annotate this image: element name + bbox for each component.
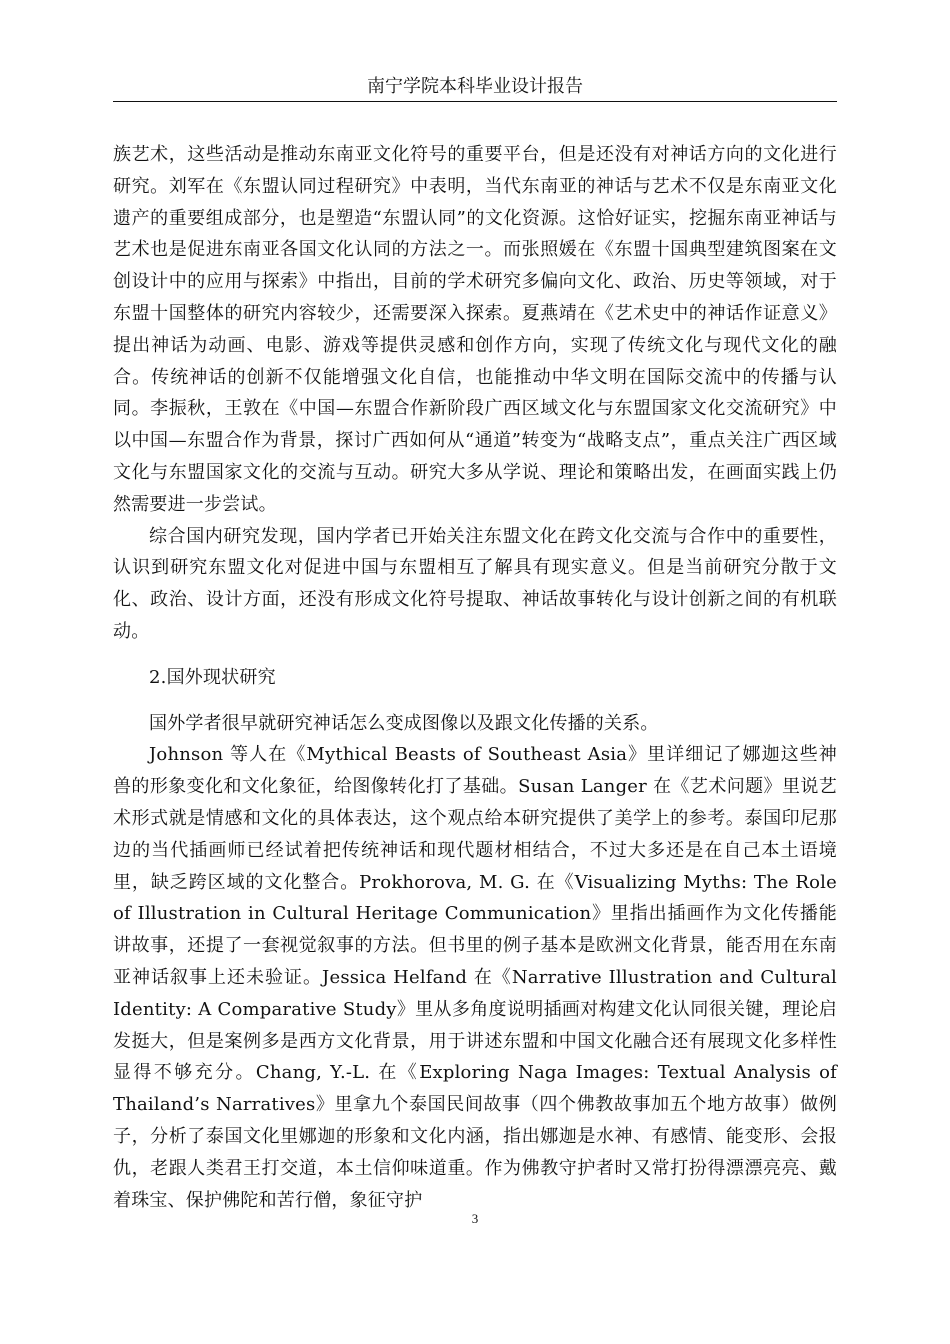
page-number: 3 <box>471 1211 479 1226</box>
section-heading: 2.国外现状研究 <box>149 666 276 688</box>
header-divider <box>113 101 837 102</box>
paragraph: 综合国内研究发现，国内学者已开始关注东盟文化在跨文化交流与合作中的重要性，认识到研究东盟文化对促进中国与东盟相互了解具有现实意义。但是当前研究分散于文化、政治、设计方面，还没有形成文化符号提取、神话故事转化与设计创新之间的有机联动。 <box>113 525 837 642</box>
paragraph: 国外学者很早就研究神话怎么变成图像以及跟文化传播的关系。 <box>149 712 659 734</box>
body-text <box>113 139 837 1216</box>
paragraph: 族艺术，这些活动是推动东南亚文化符号的重要平台，但是还没有对神话方向的文化进行研究。刘军在《东盟认同过程研究》中表明，当代东南亚的神话与艺术不仅是东南亚文化遗产的重要组成部分，也是塑造“东盟认同”的文化资源。这恰好证实，挖掘东南亚神话与艺术也是促进东南亚各国文化认同的方法之一。而张照媛在《东盟十国典型建筑图案在文创设计中的应用与探索》中指出，目前的学术研究多偏向文化、政治、历史等领域，对于东盟十国整体的研究内容较少，还需要深入探索。夏燕靖在《艺术史中的神话作证意义》提出神话为动画、电影、游戏等提供灵感和创作方向，实现了传统文化与现代文化的融合。传统神话的创新不仅能增强文化自信，也能推动中华文明在国际交流中的传播与认同。李振秋，王敦在《中国—东盟合作新阶段广西区域文化与东盟国家文化交流研究》中以中国—东盟合作为背景，探讨广西如何从“通道”转变为“战略支点”，重点关注广西区域文化与东盟国家文化的交流与互动。研究大多从学说、理论和策略出发，在画面实践上仍然需要进一步尝试。 <box>113 144 837 515</box>
paragraph: Johnson 等人在《Mythical Beasts of Southeast Asia》里详细记了娜迦这些神兽的形象变化和文化象征，给图像转化打了基础。Susan Langer 在《艺术问题》里说艺术形式就是情感和文化的具体表达，这个观点给本研究提供了美学上的参考。泰国印尼那边的当代插画师已经试着把传统神话和现代题材相结合，不过大多还是在自己本土语境里，缺乏跨区域的文化整合。Prokhorova, M. G. 在《Visualizing Myths: The Role of Illustration in Cultural Heritage Communication》里指出插画作为文化传播能讲故事，还提了一套视觉叙事的方法。但书里的例子基本是欧洲文化背景，能否用在东南亚神话叙事上还未验证。Jessica Helfand 在《Narrative Illustration and Cultural Identity: A Comparative Study》里从多角度说明插画对构建文化认同很关键，理论启发挺大，但是案例多是西方文化背景，用于讲述东盟和中国文化融合还有展现文化多样性显得不够充分。Chang, Y.-L. 在《Exploring Naga Images: Textual Analysis of Thailand’s Narratives》里拿九个泰国民间故事（四个佛教故事加五个地方故事）做例子，分析了泰国文化里娜迦的形象和文化内涵，指出娜迦是水神、有感情、能变形、会报仇，老跟人类君王打交道，本土信仰味道重。作为佛教守护者时又常打扮得漂漂亮亮、戴着珠宝、保护佛陀和苦行僧，象征守护 <box>113 744 837 1211</box>
running-header: 南宁学院本科毕业设计报告 <box>367 76 583 97</box>
